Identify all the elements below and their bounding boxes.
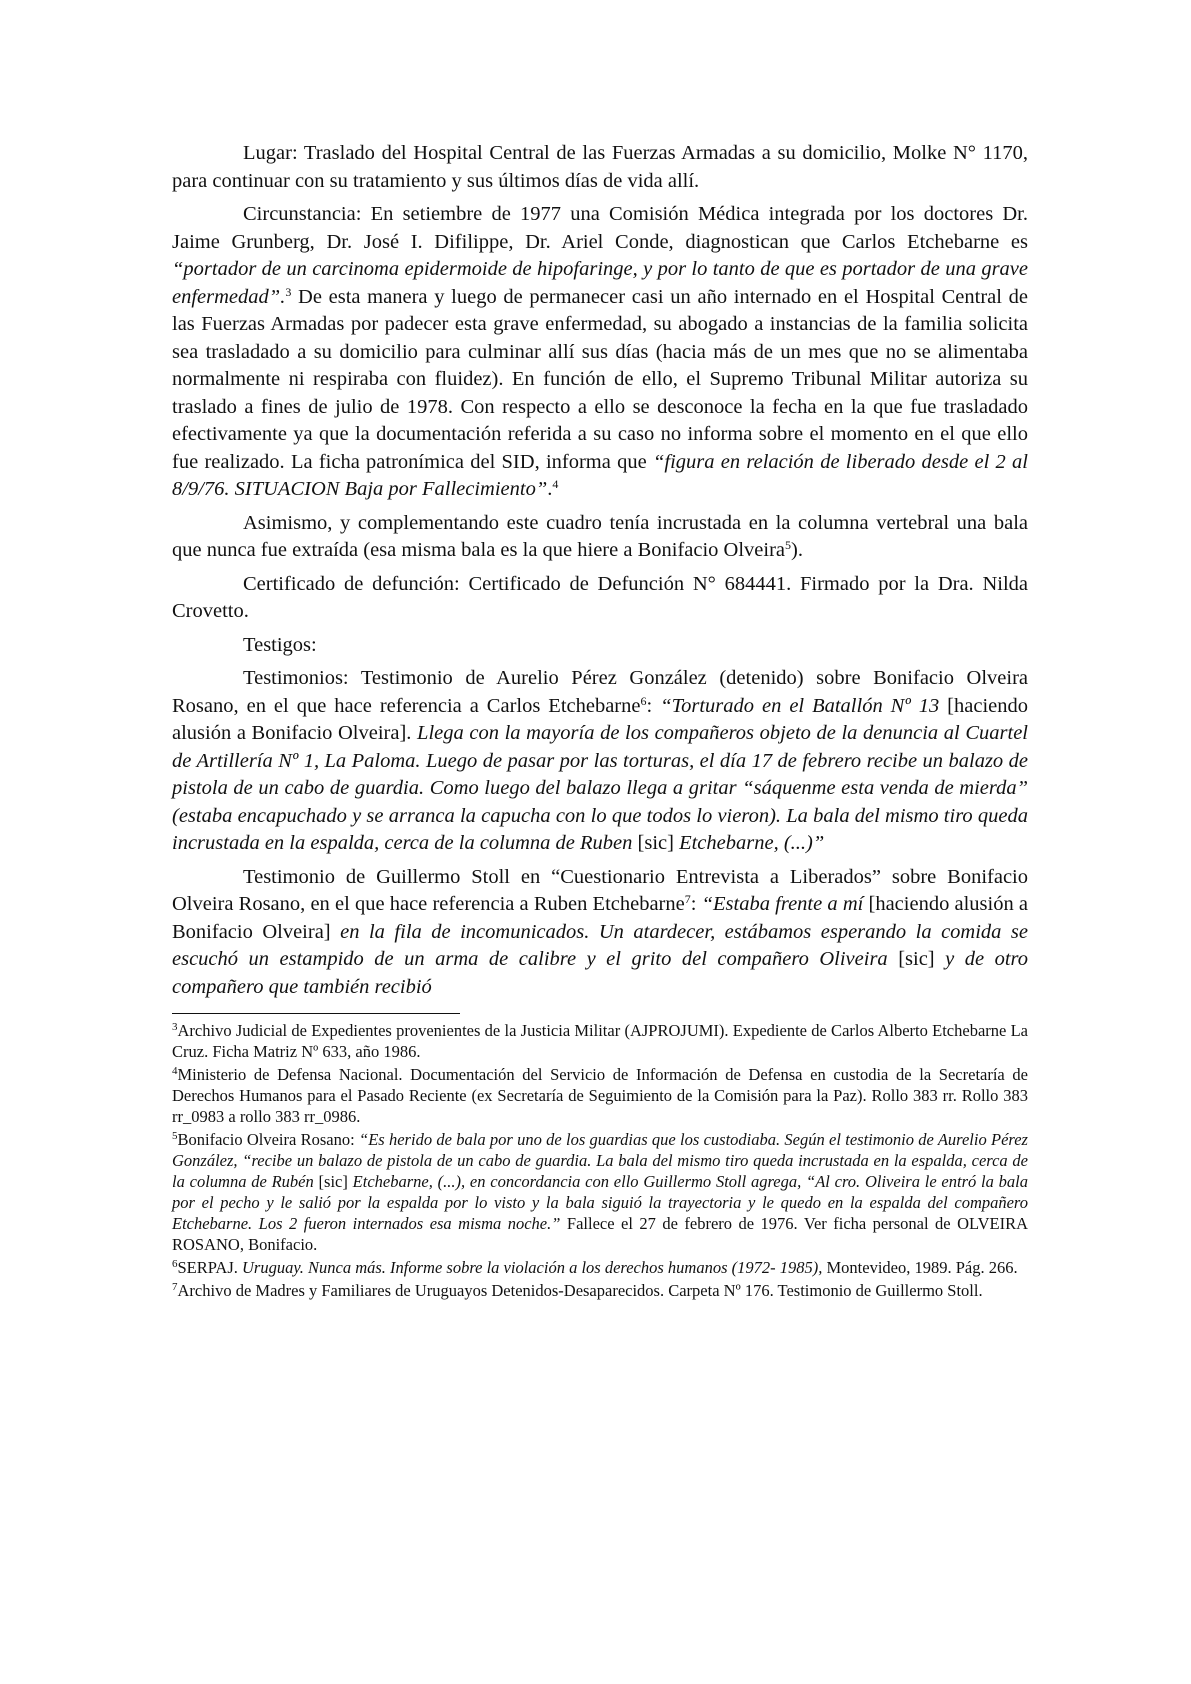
footnote-ref: 5 [172,1130,178,1142]
italic-run: Uruguay. Nunca más. Informe sobre la violación a los derechos humanos (1972- 1985), [242,1258,823,1277]
italic-run: “Es herido de bala por uno de los guardias que los custodiaba. Según el testimonio de Aurelio Pérez González, “recibe un balazo de pistola de un cabo de guardia. La bala del mismo tiro queda incrustada en la espalda, cerca de la columna de Rubén [172,1130,1033,1191]
footnote-6 [172,1257,1028,1278]
text-run: ). [791,539,803,561]
footnote-ref: 3 [172,1021,178,1033]
text-run: [haciendo alusión a Bonifacio Olveira]. [172,694,1034,744]
text-run: [sic] [313,1172,353,1191]
text-run: [sic] [887,948,946,970]
footnote-ref: 5 [785,538,792,552]
text-run: Montevideo, 1989. Pág. 266. [822,1258,1018,1277]
paragraph-certificado [172,571,1034,626]
paragraph-testimonio-stoll [172,864,1034,1002]
text-run: Archivo Judicial de Expedientes provenientes de la Justicia Militar (AJPROJUMI). Expediente de Carlos Alberto Etchebarne La Cruz. Ficha Matriz Nº 633, año 1986. [172,1021,1033,1061]
italic-run: Etchebarne, (...)” [679,832,825,854]
footnote-3 [172,1020,1033,1062]
text-run: Ministerio de Defensa Nacional. Documentación del Servicio de Información de Defensa en custodia de la Secretaría de Derechos Humanos para el Pasado Reciente (ex Secretaría de Seguimiento de la Comisión para la Paz). Rollo 383 rr. Rollo 383 rr_0983 a rollo 383 rr_0986. [172,1065,1033,1126]
footnote-ref: 7 [684,892,691,906]
footnote-ref: 6 [172,1258,178,1270]
italic-run: Llega con la mayoría de los compañeros objeto de la denuncia al Cuartel de Artillería Nº 1, La Paloma. Luego de pasar por las torturas, el día 17 de febrero recibe un balazo de pistola de un cabo de guardia. Como luego del balazo llega a gritar “sáquenme esta venda de mierda” (estaba encapuchado y se arranca la capucha con lo que todos lo vieron). La bala del mismo tiro queda incrustada en la espalda, cerca de la columna de Ruben [172,722,1034,854]
paragraph-lugar [172,140,1034,195]
italic-run: en la fila de incomunicados. Un atardecer, estábamos esperando la comida se escuchó un estampido de un arma de calibre y el grito del compañero Oliveira [172,920,1034,970]
text-run: Archivo de Madres y Familiares de Uruguayos Detenidos-Desaparecidos. Carpeta Nº 176. Testimonio de Guillermo Stoll. [177,1281,983,1300]
text-run: [sic] [632,832,680,854]
footnote-7 [172,1280,1028,1301]
footnote-5 [172,1129,1033,1255]
text-run: Circunstancia: En setiembre de 1977 una Comisión Médica integrada por los doctores Dr. Jaime Grunberg, Dr. José I. Difilippe, Dr. Ariel Conde, diagnostican que Carlos Etchebarne es [172,203,1034,253]
text-run: Certificado de defunción: Certificado de Defunción N° 684441. Firmado por la Dra. Nilda Crovetto. [172,572,1034,622]
text-run: Fallece el 27 de febrero de 1976. Ver ficha personal de OLVEIRA ROSANO, Bonifacio. [172,1214,1033,1254]
text-run: De esta manera y luego de permanecer casi un año internado en el Hospital Central de las Fuerzas Armadas por padecer esta grave enfermedad, su abogado a instancias de la familia solicita sea trasladado a su domicilio para culminar allí sus días (hacia más de un mes que no se alimentaba normalmente ni respiraba con fluidez). En función de ello, el Supremo Tribunal Militar autoriza su traslado a fines de julio de 1978. Con respecto a ello se desconoce la fecha en la que fue trasladado efectivamente ya que la documentación referida a su caso no informa sobre el momento en el que ello fue realizado. La ficha patronímica del SID, informa que [172,285,1034,473]
text-run: : [646,694,661,717]
italic-run: . [280,285,286,308]
italic-run: “Estaba frente a mí [701,893,864,915]
text-run: [haciendo alusión a Bonifacio Olveira] [172,893,1034,943]
text-run: Testigos: [243,633,317,656]
text-run: : [690,893,702,915]
text-run: . [547,478,553,500]
footnote-ref: 4 [552,477,559,491]
text-run: SERPAJ. [177,1258,243,1277]
footnote-ref: 7 [172,1281,178,1293]
footnote-ref: 6 [640,693,647,708]
paragraph-asimismo [172,510,1034,565]
footnote-ref: 4 [172,1065,178,1077]
italic-run: y de otro compañero que también recibió [172,948,1034,998]
text-run: Asimismo, y complementando este cuadro tenía incrustada en la columna vertebral una bala que nunca fue extraída (esa misma bala es la que hiere a Bonifacio Olveira [172,511,1034,561]
paragraph-circunstancia [172,201,1034,504]
italic-run: “figura en relación de liberado desde el 2 al 8/9/76. SITUACION Baja por Fallecimiento” [172,450,1034,500]
footnote-separator [172,1013,460,1014]
text-run: Lugar: Traslado del Hospital Central de las Fuerzas Armadas a su domicilio, Molke N° 1170, para continuar con su tratamiento y sus últimos días de vida allí. [172,142,1034,192]
paragraph-testimonio-perez [172,665,1034,858]
italic-run: Etchebarne, (...), en concordancia con ello Guillermo Stoll agrega, “Al cro. Oliveira le entró la bala por el pecho y le salió por la espalda por lo visto y la bala siguió la trayectoria y le quedo en la espalda del compañero Etchebarne. Los 2 fueron internados esa misma noche.” [172,1172,1033,1233]
footnote-4 [172,1064,1033,1127]
text-run: Testimonios: Testimonio de Aurelio Pérez González (detenido) sobre Bonifacio Olveira Rosano, en el que hace referencia a Carlos Etchebarne [172,667,1034,717]
footnote-ref: 3 [285,284,292,299]
text-run: Testimonio de Guillermo Stoll en “Cuestionario Entrevista a Liberados” sobre Bonifacio Olveira Rosano, en el que hace referencia a Ruben Etchebarne [172,865,1034,915]
footnotes [172,1020,1033,1301]
document-page [172,140,1034,1303]
text-run: Bonifacio Olveira Rosano: [177,1130,360,1149]
italic-run: “portador de un carcinoma epidermoide de hipofaringe, y por lo tanto de que es portador de una grave enfermedad” [172,258,1034,308]
italic-run: “Torturado en el Batallón Nº 13 [660,694,940,717]
paragraph-testigos [172,632,1028,660]
body-text [172,140,1034,1001]
